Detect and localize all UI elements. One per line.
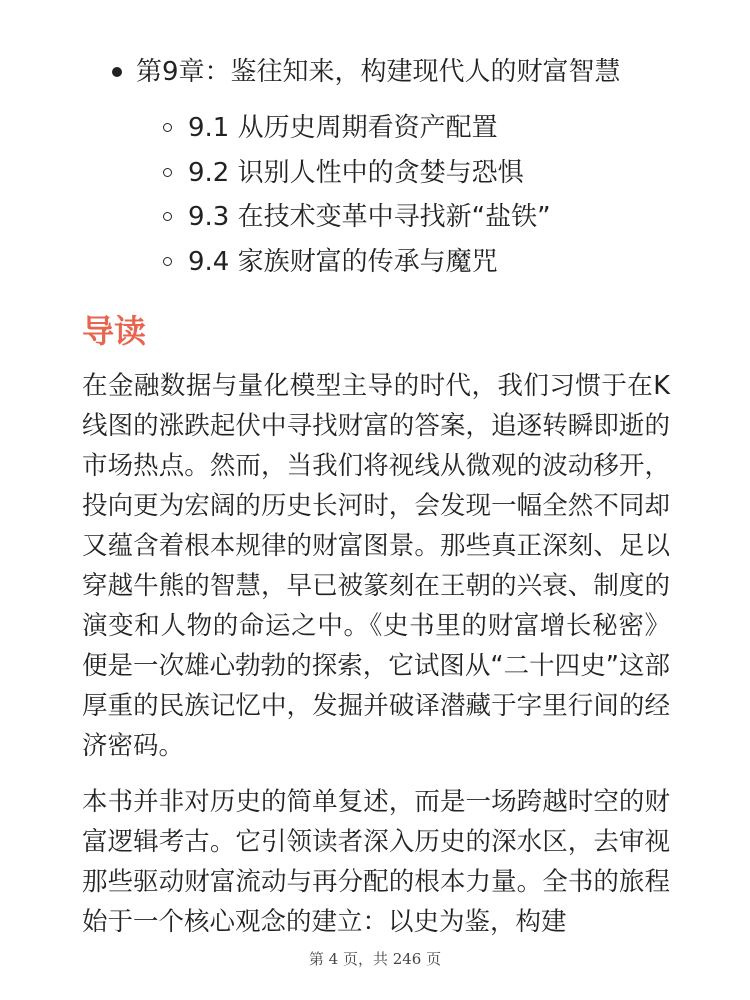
bullet-dot-icon bbox=[112, 67, 122, 77]
section-label: 9.4 家族财富的传承与魔咒 bbox=[188, 246, 498, 277]
bullet-circle-icon bbox=[163, 257, 172, 266]
bullet-circle-icon bbox=[163, 168, 172, 177]
bullet-circle-icon bbox=[163, 123, 172, 132]
section-label: 9.1 从历史周期看资产配置 bbox=[188, 113, 498, 143]
chapter-title: 第9章：鉴往知来，构建现代人的财富智慧 bbox=[136, 57, 621, 87]
page-footer: 第 4 页，共 246 页 bbox=[308, 950, 442, 968]
section-label: 9.2 识别人性中的贪婪与恐惧 bbox=[188, 157, 524, 188]
bullet-circle-icon bbox=[163, 212, 172, 221]
intro-paragraph: 本书并非对历史的简单复述，而是一场跨越时空的财富逻辑考古。它引领读者深入历史的深水区，去审视那些驱动财富流动与再分配的根本力量。全书的旅程始于一个核心观念的建立：以史为鉴，构建 bbox=[82, 787, 670, 937]
section-label: 9.3 在技术变革中寻找新“盐铁” bbox=[188, 202, 551, 232]
intro-heading: 导读 bbox=[82, 312, 147, 350]
intro-paragraph: 在金融数据与量化模型主导的时代，我们习惯于在K线图的涨跌起伏中寻找财富的答案，追逐转瞬即逝的市场热点。然而，当我们将视线从微观的波动移开，投向更为宏阔的历史长河时，会发现一幅全然不同却又蕴含着根本规律的财富图景。那些真正深刻、足以穿越牛熊的智慧，早已被篆刻在王朝的兴衰、制度的演变和人物的命运之中。《史书里的财富增长秘密》便是一次雄心勃勃的探索，它试图从“二十四史”这部厚重的民族记忆中，发掘并破译潜藏于字里行间的经济密码。 bbox=[82, 371, 670, 761]
